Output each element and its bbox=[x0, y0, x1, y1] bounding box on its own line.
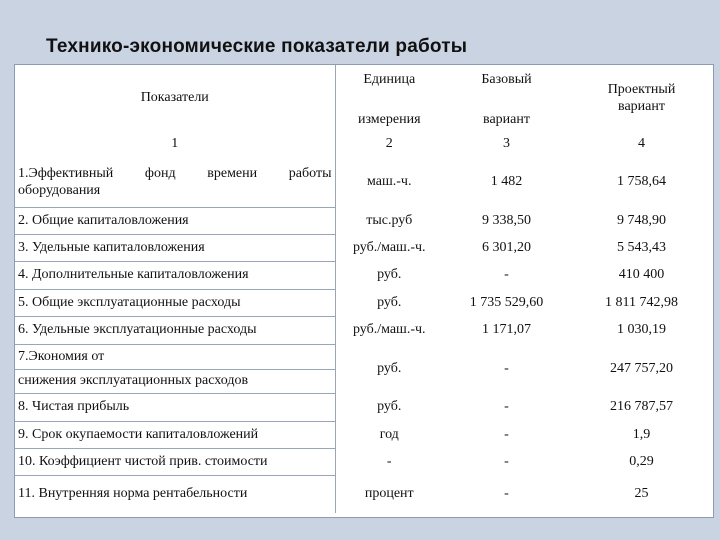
header-unit-line1: Единица bbox=[363, 72, 416, 87]
row-base-value: 9 338,50 bbox=[482, 212, 531, 228]
row-base-value: - bbox=[504, 267, 509, 282]
table-row bbox=[15, 234, 713, 261]
row-label-line1: 7.Экономия от bbox=[15, 344, 335, 369]
table-row bbox=[15, 289, 713, 316]
row-base-value: 6 301,20 bbox=[482, 239, 531, 255]
header-project-line1: Проектный bbox=[607, 82, 676, 97]
table-row bbox=[15, 316, 713, 344]
table-header-row-1 bbox=[15, 65, 713, 95]
row-label-line1 bbox=[18, 165, 332, 182]
page-title: Технико-экономические показатели работы bbox=[46, 36, 468, 57]
table-row bbox=[15, 421, 713, 448]
row-project-value: 5 543,43 bbox=[617, 239, 666, 255]
row-project-value: 1 811 742,98 bbox=[605, 294, 678, 310]
row-base-value: 1 482 bbox=[490, 174, 523, 189]
row-unit: процент bbox=[364, 486, 414, 501]
header-base-line1: Базовый bbox=[481, 72, 532, 87]
table-row bbox=[15, 261, 713, 289]
row-base-value: 1 171,07 bbox=[482, 322, 531, 337]
table-row bbox=[15, 157, 713, 207]
row-unit: руб./маш.-ч. bbox=[352, 322, 426, 337]
column-number-3: 3 bbox=[503, 136, 510, 151]
row-label: 10. Коэффициент чистой прив. стоимости bbox=[15, 448, 335, 475]
column-numbers-row bbox=[15, 131, 713, 157]
row-label: 3. Удельные капиталовложения bbox=[15, 234, 335, 261]
row-unit: руб. bbox=[377, 294, 402, 310]
row-label: 6. Удельные эксплуатационные расходы bbox=[15, 316, 335, 344]
column-number-4: 4 bbox=[638, 136, 645, 151]
column-number-1: 1 bbox=[15, 131, 335, 157]
row-project-value: 1,9 bbox=[632, 426, 651, 442]
label-word: работы bbox=[288, 165, 332, 181]
row-unit: руб./маш.-ч. bbox=[352, 239, 426, 255]
table-row bbox=[15, 475, 713, 513]
table-row bbox=[15, 207, 713, 234]
header-project bbox=[570, 65, 713, 131]
row-project-value: 216 787,57 bbox=[610, 399, 673, 414]
row-project-value: 25 bbox=[634, 486, 649, 501]
row-base-value: - bbox=[504, 426, 509, 442]
row-base-value: - bbox=[504, 453, 509, 469]
row-label: 9. Срок окупаемости капиталовложений bbox=[15, 421, 335, 448]
row-label bbox=[15, 157, 335, 207]
row-label: 8. Чистая прибыль bbox=[15, 393, 335, 421]
row-label-line2: снижения эксплуатационных расходов bbox=[15, 369, 335, 393]
row-label-line2: оборудования bbox=[18, 182, 101, 198]
row-unit: тыс.руб bbox=[366, 212, 413, 228]
row-unit: руб. bbox=[377, 267, 402, 282]
row-base-value: - bbox=[504, 360, 509, 376]
table-row bbox=[15, 393, 713, 421]
row-project-value: 9 748,90 bbox=[617, 212, 666, 228]
row-project-value: 247 757,20 bbox=[610, 360, 673, 376]
row-base-value: - bbox=[504, 486, 509, 501]
row-label: 2. Общие капиталовложения bbox=[15, 207, 335, 234]
row-project-value: 1 030,19 bbox=[617, 322, 666, 337]
label-word: фонд bbox=[144, 165, 176, 181]
header-base-line2: вариант bbox=[483, 112, 530, 127]
indicators-table bbox=[15, 65, 713, 513]
row-unit: - bbox=[386, 453, 392, 469]
row-label: 4. Дополнительные капиталовложения bbox=[15, 261, 335, 289]
row-label: 5. Общие эксплуатационные расходы bbox=[15, 289, 335, 316]
label-word: 1.Эффективный bbox=[18, 165, 114, 181]
row-label: 11. Внутренняя норма рентабельности bbox=[15, 475, 335, 513]
header-indicators: Показатели bbox=[15, 65, 335, 131]
header-project-line2: вариант bbox=[618, 99, 665, 114]
row-unit: руб. bbox=[377, 399, 402, 414]
row-project-value: 0,29 bbox=[629, 453, 654, 469]
column-number-2: 2 bbox=[385, 136, 393, 151]
row-unit: руб. bbox=[377, 360, 402, 376]
table-row bbox=[15, 344, 713, 369]
row-base-value: - bbox=[504, 399, 509, 414]
row-unit: маш.-ч. bbox=[367, 174, 412, 189]
label-word: времени bbox=[207, 165, 258, 181]
header-unit-line2: измерения bbox=[357, 112, 421, 127]
indicators-table-sheet bbox=[14, 64, 714, 518]
row-project-value: 410 400 bbox=[618, 267, 665, 282]
table-row bbox=[15, 448, 713, 475]
row-unit: год bbox=[379, 426, 399, 442]
row-project-value: 1 758,64 bbox=[617, 174, 666, 189]
row-base-value: 1 735 529,60 bbox=[469, 294, 544, 310]
